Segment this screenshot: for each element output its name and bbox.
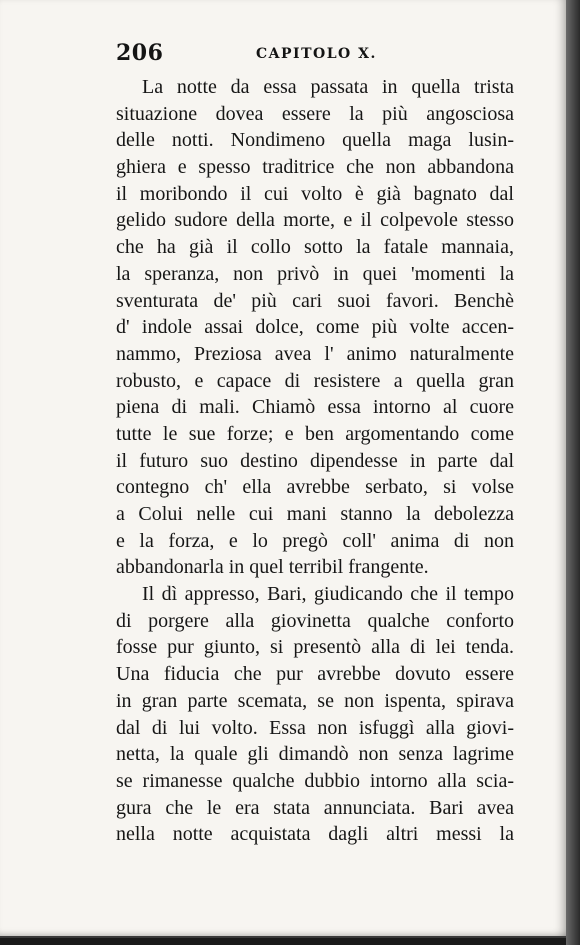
text-line: robusto, e capace di resistere a quella gran [116, 369, 514, 392]
text-line: gura che le era stata annunciata. Bari avea [116, 796, 514, 819]
text-line: che ha già il collo sotto la fatale mannaia, [116, 236, 514, 259]
body-text [116, 74, 514, 848]
text-line: situazione dovea essere la più angosciosa [116, 102, 514, 125]
text-line: in gran parte scemata, se non ispenta, spirava [116, 689, 514, 712]
text-line: nella notte acquistata dagli altri messi la [116, 823, 514, 846]
text-line: gelido sudore della morte, e il colpevole stesso [116, 209, 514, 232]
text-line: il futuro suo destino dipendesse in parte dal [116, 449, 514, 472]
text-line: a Colui nelle cui mani stanno la debolezza [116, 503, 514, 525]
text-line: abbandonarla in quel terribil frangente. [116, 556, 429, 579]
text-line: se rimanesse qualche dubbio intorno alla scia- [116, 769, 514, 792]
text-line: netta, la quale gli dimandò non senza lagrime [116, 743, 514, 766]
text-line: La notte da essa passata in quella trista [142, 76, 514, 98]
text-line: contegno ch' ella avrebbe serbato, si volse [116, 476, 514, 499]
text-line: e la forza, e lo pregò coll' anima di non [116, 529, 514, 552]
page-header [116, 40, 514, 70]
page-edge-shadow [566, 0, 580, 945]
text-line: ghiera e spesso traditrice che non abbandona [116, 156, 514, 179]
text-line: delle notti. Nondimeno quella maga lusin- [116, 129, 514, 152]
text-line: Una fiducia che pur avrebbe dovuto essere [116, 663, 514, 686]
text-line: dal di lui volto. Essa non isfuggì alla giovi- [116, 716, 514, 739]
text-line: nammo, Preziosa avea l' animo naturalmente [116, 342, 514, 365]
text-line: di porgere alla giovinetta qualche conforto [116, 609, 514, 632]
text-line: tutte le sue forze; e ben argomentando come [116, 422, 514, 445]
paragraph-1 [116, 74, 514, 581]
text-line: il moribondo il cui volto è già bagnato dal [116, 182, 514, 205]
text-line: fosse pur giunto, si presentò alla di lei tenda. [116, 636, 514, 659]
paragraph-2 [116, 581, 514, 848]
text-line: la speranza, non privò in quei 'momenti la [116, 262, 514, 285]
running-head: CAPITOLO X. [256, 46, 377, 62]
text-line: sventurata de' più cari suoi favori. Benchè [116, 289, 514, 312]
text-line: d' indole assai dolce, come più volte accen- [116, 316, 514, 339]
page-number: 206 [116, 40, 164, 66]
text-line: Il dì appresso, Bari, giudicando che il tempo [142, 583, 514, 606]
text-line: piena di mali. Chiamò essa intorno al cuore [116, 396, 514, 419]
